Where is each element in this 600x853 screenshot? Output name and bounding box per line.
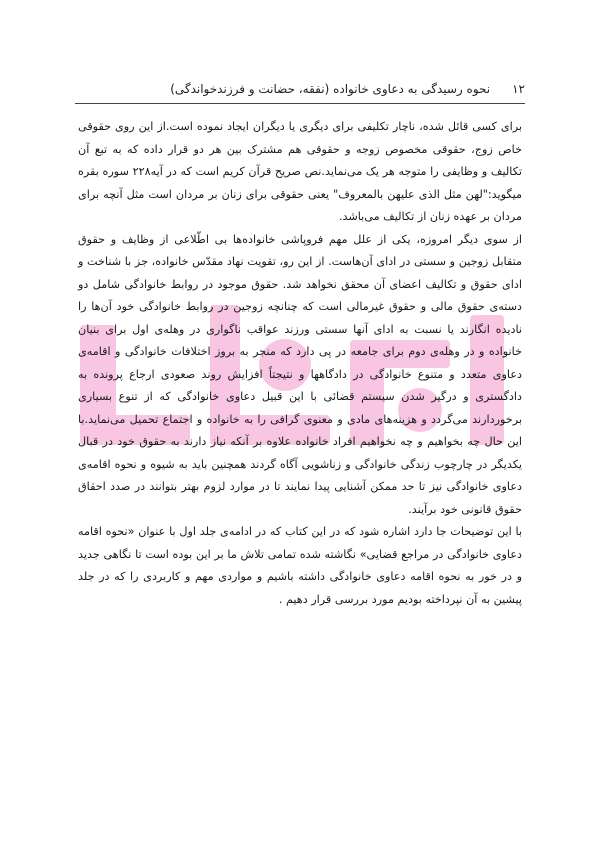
page-body xyxy=(78,116,522,611)
running-title: نحوه رسیدگی به دعاوی خانواده (نفقه، حضانت و فرزندخواندگی) xyxy=(170,82,491,96)
paragraph-1: برای کسی قائل شده، ناچار تکلیفی برای دیگری یا دیگران ایجاد نموده است.از این روی حقوقی خاص زوج، حقوقی مخصوص زوجه و حقوقی هم مشترک بین هر دو قرار داده که به تبع آن تکالیف و وظایفی را متوجه هر یک می‌نماید.نص صریح قرآن کریم است که در آیه۲۲۸ سوره بقره میگوید:"لهن مثل الذی علیهن بالمعروف" یعنی حقوقی برای زنان بر مردان است مثل آنچه برای مردان بر عهده زنان از تکالیف می‌باشد. xyxy=(78,120,522,223)
header-divider xyxy=(75,103,525,104)
running-header xyxy=(75,78,525,100)
paragraph-3: با این توضیحات جا دارد اشاره شود که در این کتاب که در ادامه‌ی جلد اول با عنوان «نحوه اقامه دعاوی خانوادگی در مراجع قضایی» نگاشته شده تمامی تلاش ما بر این بوده است تا نگاهی جدید و در خور به نحوه اقامه دعاوی خانوادگی داشته باشیم و مواردی مهم و کاربردی را که در جلد پیشین به آن نپرداخته بودیم مورد بررسی قرار دهیم . xyxy=(78,525,522,606)
paragraph-2: از سوی دیگر امروزه، یکی از علل مهم فروپاشی خانواده‌ها بی اطّلاعی از وظایف و حقوق متقابل زوجین و سستی در ادای آن‌هاست. از این رو، تقویت نهاد مقدّس خانواده، جز با شناخت و ادای حقوق و تکالیف اعضای آن محقق نخواهد شد. حقوق موجود در روابط خانوادگی شامل دو دسته‌ی حقوق مالی و حقوق غیرمالی است که چنانچه زوجین در روابط خانوادگی خود آن‌ها را نادیده انگارند یا نسبت به ادای آنها سستی ورزند عواقب ناگواری در وهله‌ی اول برای بنیان خانواده و در وهله‌ی دوم برای جامعه در پی دارد که منجر به بروز اختلافات خانوادگی و اقامه‌ی دعاوی متعدد و متنوع خانوادگی در دادگاهها و نتیجتاً افزایش روند صعودی ارجاع پرونده به دادگستری و درگیر شدن سیستم قضائی با این قبیل دعاوی خانوادگی که از تنوع بسیاری برخوردارند می‌گردد و هزینه‌های مادی و معنوی گرافی را به خانواده و اجتماع تحمیل می‌نماید.با این حال چه بخواهیم و چه نخواهیم افراد خانواده علاوه بر آنکه نیاز دارند به حقوق خود در قبال یکدیگر در چارچوب زندگی خانوادگی و زناشویی آگاه گردند همچنین باید به شیوه و نحوه اقامه‌ی دعاوی خانوادگی نیز تا حد ممکن آشنایی پیدا نمایند تا در موارد لزوم بهتر بتوانند در صدد احقاق حقوق قانونی خود برآیند. xyxy=(78,232,522,516)
page-number: ۱۲ xyxy=(512,82,525,96)
